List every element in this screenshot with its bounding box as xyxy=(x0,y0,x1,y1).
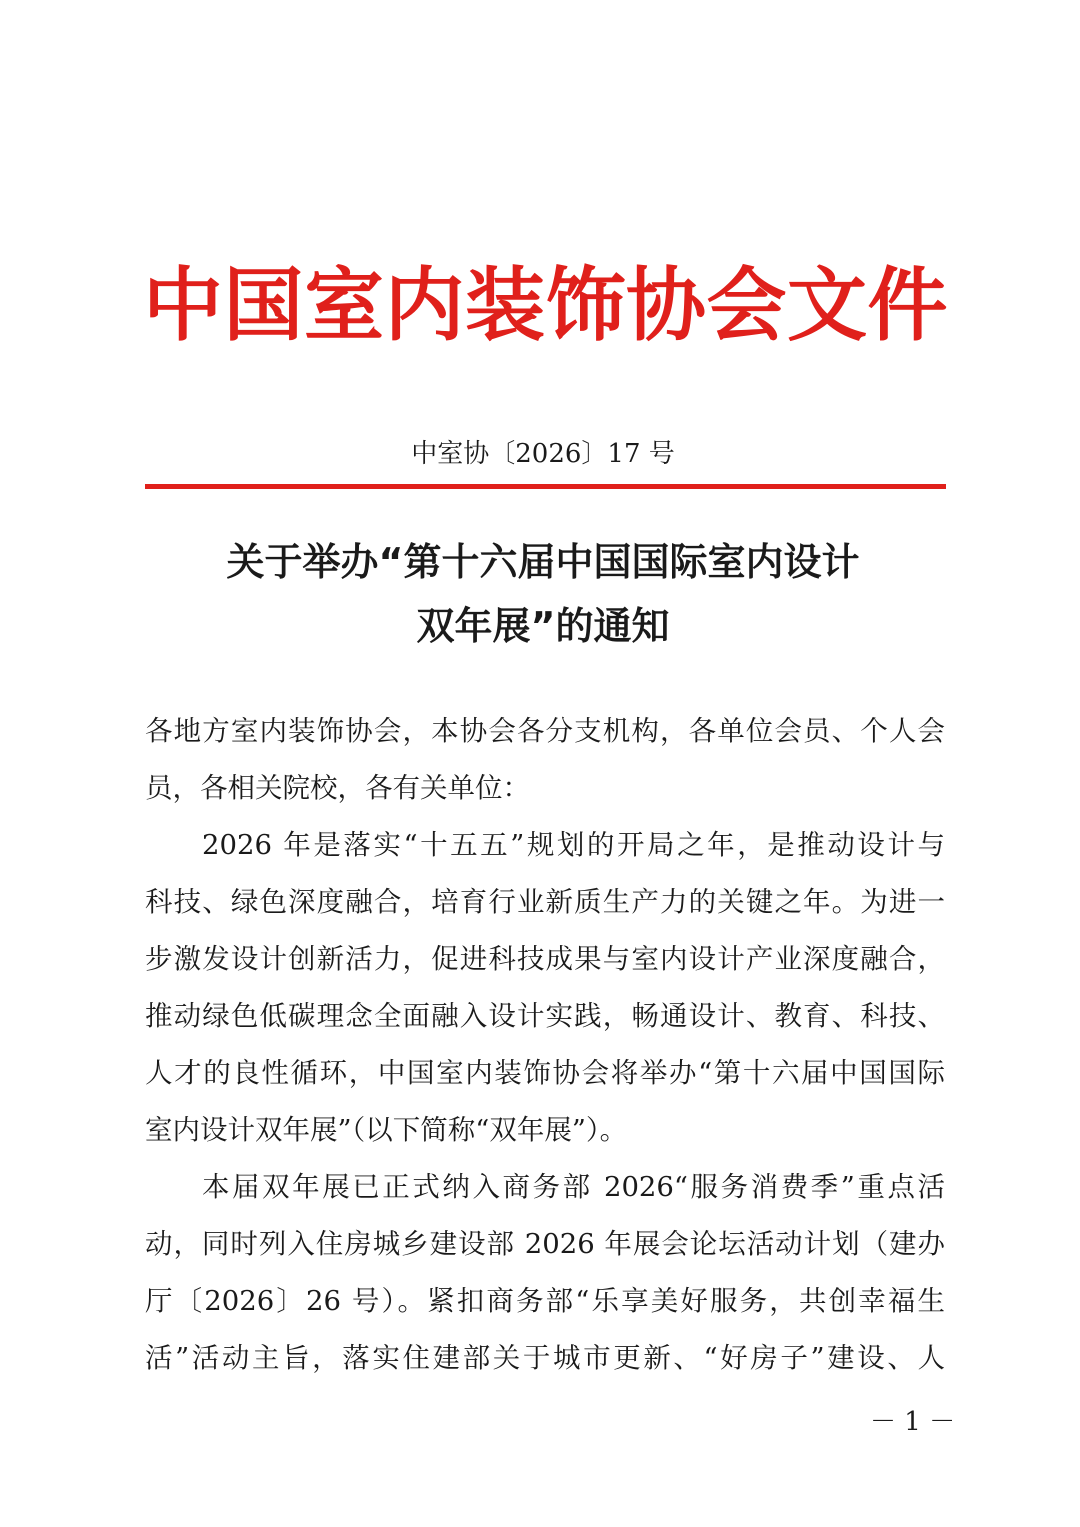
notice-title-line-1: 关于举办“第十六届中国国际室内设计 xyxy=(226,540,860,584)
body-line: 步激发设计创新活力，促进科技成果与室内设计产业深度融合， xyxy=(145,943,945,975)
document-number: 中室协〔2026〕17 号 xyxy=(411,439,675,469)
masthead-title: 中国室内装饰协会文件 xyxy=(143,258,948,352)
notice-title-line-2: 双年展”的通知 xyxy=(416,604,670,648)
body-line: 各地方室内装饰协会，本协会各分支机构，各单位会员、个人会 xyxy=(145,715,945,747)
body-line: 推动绿色低碳理念全面融入设计实践，畅通设计、教育、科技、 xyxy=(145,1000,945,1032)
body-line: 科技、绿色深度融合，培育行业新质生产力的关键之年。为进一 xyxy=(145,886,945,918)
red-divider-rule xyxy=(145,484,946,489)
body-line: 2026 年是落实“十五五”规划的开局之年，是推动设计与 xyxy=(202,829,945,861)
page-number: － 1 － xyxy=(870,1407,956,1437)
body-line: 活”活动主旨，落实住建部关于城市更新、“好房子”建设、人 xyxy=(145,1342,945,1374)
body-line: 室内设计双年展”（以下简称“双年展”）。 xyxy=(145,1114,628,1146)
body-line: 人才的良性循环，中国室内装饰协会将举办“第十六届中国国际 xyxy=(145,1057,945,1089)
body-line: 本届双年展已正式纳入商务部 2026“服务消费季”重点活 xyxy=(202,1171,945,1203)
body-line: 员，各相关院校，各有关单位： xyxy=(145,772,530,804)
body-line: 厅〔2026〕26 号）。紧扣商务部“乐享美好服务，共创幸福生 xyxy=(145,1285,945,1317)
body-line: 动，同时列入住房城乡建设部 2026 年展会论坛活动计划（建办 xyxy=(145,1228,945,1260)
